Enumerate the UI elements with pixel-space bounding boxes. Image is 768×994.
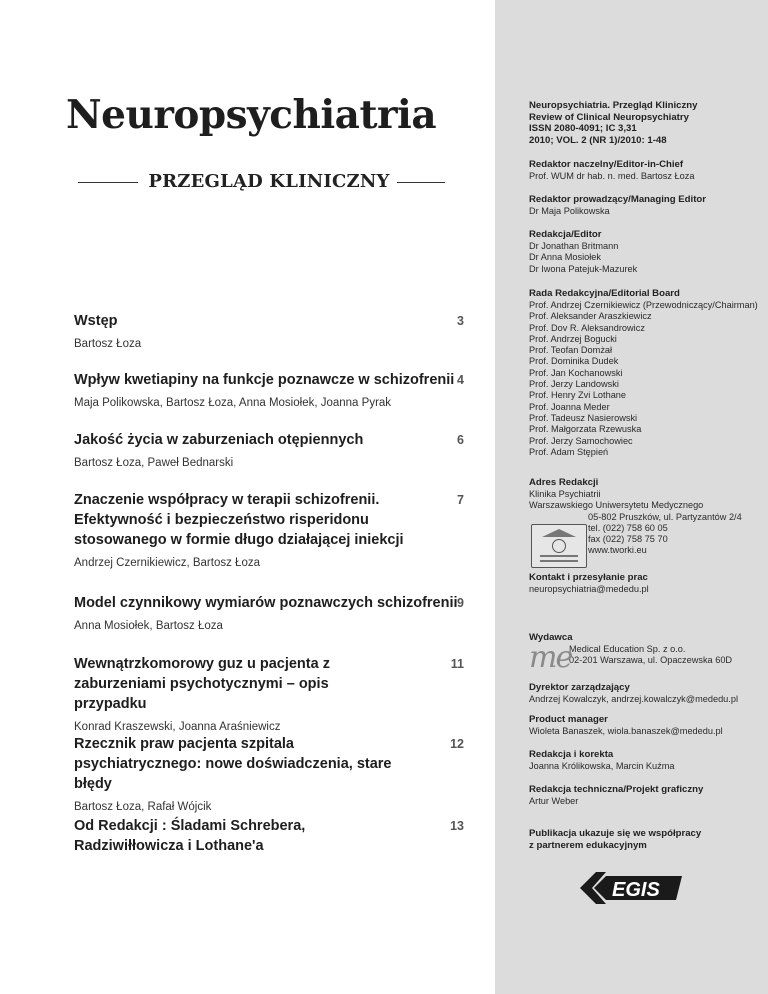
editor-name: Dr Jonathan Britmann: [529, 241, 619, 251]
board-member: Prof. Jerzy Samochowiec: [529, 435, 633, 446]
technical-editor-block: [529, 784, 759, 807]
journal-title: Neuropsychiatria: [66, 92, 437, 138]
proofreading-names: Joanna Królikowska, Marcin Kuźma: [529, 761, 675, 771]
toc-page-number: 12: [450, 737, 464, 751]
product-manager-block: [529, 714, 759, 737]
toc-page-number: 13: [450, 819, 464, 833]
proofreading-head: Redakcja i korekta: [529, 749, 614, 760]
board-member: Prof. Aleksander Araszkiewicz: [529, 311, 652, 322]
toc-item[interactable]: [74, 816, 464, 856]
editor-head: Redakcja/Editor: [529, 229, 602, 240]
board-member: Prof. Joanna Meder: [529, 401, 610, 412]
editor-name: Dr Iwona Patejuk-Mazurek: [529, 263, 638, 274]
managing-editor-head: Redaktor prowadzący/Managing Editor: [529, 194, 706, 205]
address-head: Adres Redakcji: [529, 477, 599, 488]
product-manager-contact: Wioleta Banaszek, wiola.banaszek@mededu.pl: [529, 726, 723, 736]
board-member: Prof. Jan Kochanowski: [529, 367, 623, 378]
toc-page-number: 6: [457, 433, 464, 447]
masthead-line: 2010; VOL. 2 (NR 1)/2010: 1-48: [529, 134, 667, 146]
toc-title: Rzecznik praw pacjenta szpitala psychiatrycznego: nowe doświadczenia, stare błędy: [74, 736, 392, 792]
proofreading-block: [529, 749, 759, 772]
managing-editor-block: [529, 194, 759, 217]
board-member: Prof. Adam Stępień: [529, 446, 609, 457]
address-line: Klinika Psychiatrii: [529, 489, 601, 499]
toc-title: Model czynnikowy wymiarów poznawczych schizofrenii: [74, 595, 458, 611]
toc-page-number: 11: [450, 657, 464, 671]
masthead-line: ISSN 2080-4091; IC 3,31: [529, 123, 637, 134]
toc-page-number: 4: [457, 373, 464, 387]
toc-authors: Maja Polikowska, Bartosz Łoza, Anna Mosiołek, Joanna Pyrak: [74, 397, 392, 409]
toc-item[interactable]: [74, 490, 464, 571]
board-member: Prof. Andrzej Bogucki: [529, 333, 617, 344]
partner-block: [529, 828, 759, 852]
address-line: 05-802 Pruszków, ul. Partyzantów 2/4: [588, 511, 742, 522]
director-contact: Andrzej Kowalczyk, andrzej.kowalczyk@mededu.pl: [529, 694, 738, 704]
subtitle-rule-left: [78, 182, 138, 183]
toc-title: Wpływ kwetiapiny na funkcje poznawcze w schizofrenii: [74, 372, 455, 388]
technical-editor-name: Artur Weber: [529, 796, 579, 806]
board-member: Prof. Jerzy Landowski: [529, 379, 619, 390]
toc-item[interactable]: [74, 370, 464, 411]
address-line: Warszawskiego Uniwersytetu Medycznego: [529, 500, 704, 511]
product-manager-head: Product manager: [529, 714, 608, 725]
board-member: Prof. Małgorzata Rzewuska: [529, 424, 642, 435]
website-link[interactable]: www.tworki.eu: [588, 545, 647, 556]
subtitle-rule-right: [397, 182, 445, 183]
phone-line: tel. (022) 758 60 05: [588, 522, 668, 533]
toc-authors: Bartosz Łoza, Rafał Wójcik: [74, 801, 212, 813]
board-member: Prof. Tadeusz Nasierowski: [529, 412, 638, 423]
toc-item[interactable]: [74, 654, 464, 735]
partner-head: Publikacja ukazuje się we współpracy: [529, 828, 702, 839]
publisher-name: Medical Education Sp. z o.o.: [569, 644, 686, 654]
board-member: Prof. Dominika Dudek: [529, 356, 619, 367]
egis-logo-text: EGIS: [612, 879, 660, 901]
journal-subtitle-row: [66, 170, 446, 194]
managing-editor-name: Dr Maja Polikowska: [529, 206, 610, 216]
masthead-line: Review of Clinical Neuropsychiatry: [529, 111, 689, 123]
toc-item[interactable]: [74, 734, 464, 815]
publisher-head: Wydawca: [529, 632, 573, 643]
director-block: [529, 682, 759, 705]
masthead-line: Neuropsychiatria. Przegląd Kliniczny: [529, 100, 698, 111]
director-head: Dyrektor zarządzający: [529, 682, 630, 693]
editor-in-chief-head: Redaktor naczelny/Editor-in-Chief: [529, 159, 684, 170]
editor-name: Dr Anna Mosiołek: [529, 252, 602, 263]
university-seal-icon: [531, 524, 587, 568]
toc-item[interactable]: [74, 430, 464, 471]
publisher-address: 02-201 Warszawa, ul. Opaczewska 60D: [569, 655, 733, 666]
contact-head: Kontakt i przesyłanie prac: [529, 572, 648, 583]
toc-item[interactable]: [74, 311, 464, 352]
board-member: Prof. Andrzej Czernikiewicz (Przewodniczący/Chairman): [529, 300, 758, 310]
contact-email-link[interactable]: neuropsychiatria@mededu.pl: [529, 584, 649, 594]
toc-authors: Bartosz Łoza, Paweł Bednarski: [74, 457, 234, 469]
medical-education-logo: me: [529, 640, 572, 675]
toc-title: Znaczenie współpracy w terapii schizofrenii. Efektywność i bezpieczeństwo risperidonu stosowanego w formie długo działającej iniekcji: [74, 492, 404, 548]
editor-in-chief-name: Prof. WUM dr hab. n. med. Bartosz Łoza: [529, 171, 695, 181]
toc-authors: Konrad Kraszewski, Joanna Araśniewicz: [74, 721, 281, 733]
toc-title: Od Redakcji : Śladami Schrebera, Radziwiłłowicza i Lothane'a: [74, 818, 306, 854]
contact-block: [529, 572, 759, 595]
toc-item[interactable]: [74, 593, 464, 634]
editorial-board-head: Rada Redakcyjna/Editorial Board: [529, 288, 680, 299]
editor-block: [529, 229, 759, 275]
partner-head: z partnerem edukacyjnym: [529, 840, 647, 851]
egis-logo: [576, 868, 686, 908]
toc-title: Wewnątrzkomorowy guz u pacjenta z zaburzeniami psychotycznymi – opis przypadku: [74, 656, 330, 712]
editorial-board-block: [529, 288, 759, 458]
journal-subtitle: PRZEGLĄD KLINICZNY: [148, 171, 390, 192]
toc-title: Jakość życia w zaburzeniach otępiennych: [74, 432, 364, 448]
toc-page-number: 7: [457, 493, 464, 507]
toc-authors: Anna Mosiołek, Bartosz Łoza: [74, 620, 223, 632]
toc-page-number: 3: [457, 314, 464, 328]
toc-authors: Andrzej Czernikiewicz, Bartosz Łoza: [74, 557, 260, 569]
technical-editor-head: Redakcja techniczna/Projekt graficzny: [529, 784, 704, 795]
editor-in-chief-block: [529, 159, 759, 182]
board-member: Prof. Henry Zvi Lothane: [529, 390, 627, 401]
fax-line: fax (022) 758 75 70: [588, 534, 668, 545]
masthead-block: [529, 100, 759, 146]
board-member: Prof. Teofan Domżał: [529, 345, 613, 356]
toc-title: Wstęp: [74, 313, 118, 329]
toc-page-number: 9: [457, 596, 464, 610]
board-member: Prof. Dov R. Aleksandrowicz: [529, 322, 645, 333]
toc-authors: Bartosz Łoza: [74, 338, 142, 350]
